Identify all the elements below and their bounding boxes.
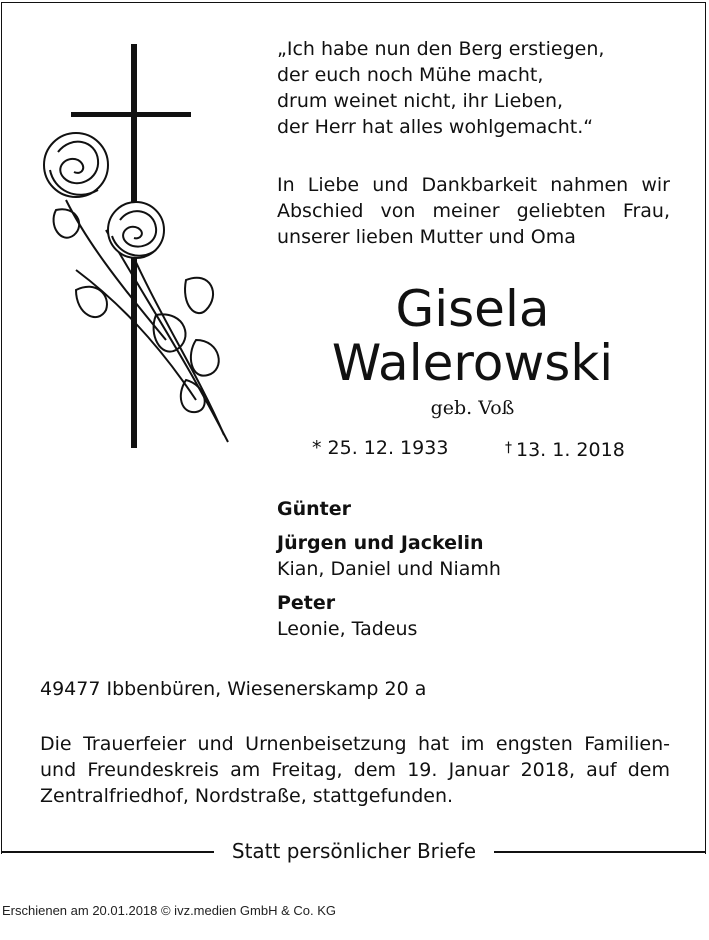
ceremony-line: Zentralfriedhof, Nordstraße, stattgefunden. [40, 785, 454, 807]
frame-bottom-left [1, 851, 214, 853]
verse-line: „Ich habe nun den Berg erstiegen, [277, 38, 605, 60]
ceremony-text [40, 731, 670, 809]
last-name: Walerowski [331, 334, 614, 392]
verse [277, 36, 677, 140]
ceremony-line: Die Trauerfeier und Urnenbeisetzung hat im engsten Familien- [40, 733, 670, 755]
family-member-peter: Peter [277, 592, 336, 614]
footer-label: Statt persönlicher Briefe [214, 838, 494, 864]
maiden-name: geb. Voß [430, 397, 515, 419]
address: 49477 Ibbenbüren, Wiesenerskamp 20 a [40, 678, 427, 700]
ceremony-line: und Freundeskreis am Freitag, dem 19. Januar 2018, auf dem [40, 759, 670, 781]
death-date: 13. 1. 2018 [516, 439, 625, 461]
verse-line: der Herr hat alles wohlgemacht.“ [277, 116, 594, 138]
family-member-gunter: Günter [277, 498, 351, 520]
publication-credit: Erschienen am 20.01.2018 © ivz.medien GmbH & Co. KG [2, 903, 337, 918]
deceased-name [250, 282, 695, 390]
family-list [277, 496, 677, 642]
verse-line: drum weinet nicht, ihr Lieben, [277, 90, 564, 112]
intro-line: Abschied von meiner geliebten Frau, [277, 200, 670, 222]
birth-date: * 25. 12. 1933 [312, 437, 449, 459]
frame-bottom-right [494, 851, 706, 853]
grandchildren-jurgen: Kian, Daniel und Niamh [277, 558, 501, 580]
intro-line: In Liebe und Dankbarkeit nahmen wir [277, 174, 670, 196]
death-cross-icon: † [505, 440, 512, 456]
verse-line: der euch noch Mühe macht, [277, 64, 544, 86]
first-name: Gisela [395, 280, 550, 338]
grandchildren-peter: Leonie, Tadeus [277, 618, 418, 640]
cross-and-roses-illustration [36, 40, 246, 450]
death-date-group [505, 435, 625, 463]
family-member-jurgen: Jürgen und Jackelin [277, 532, 484, 554]
intro-line: unserer lieben Mutter und Oma [277, 226, 576, 248]
intro-text [277, 172, 670, 250]
